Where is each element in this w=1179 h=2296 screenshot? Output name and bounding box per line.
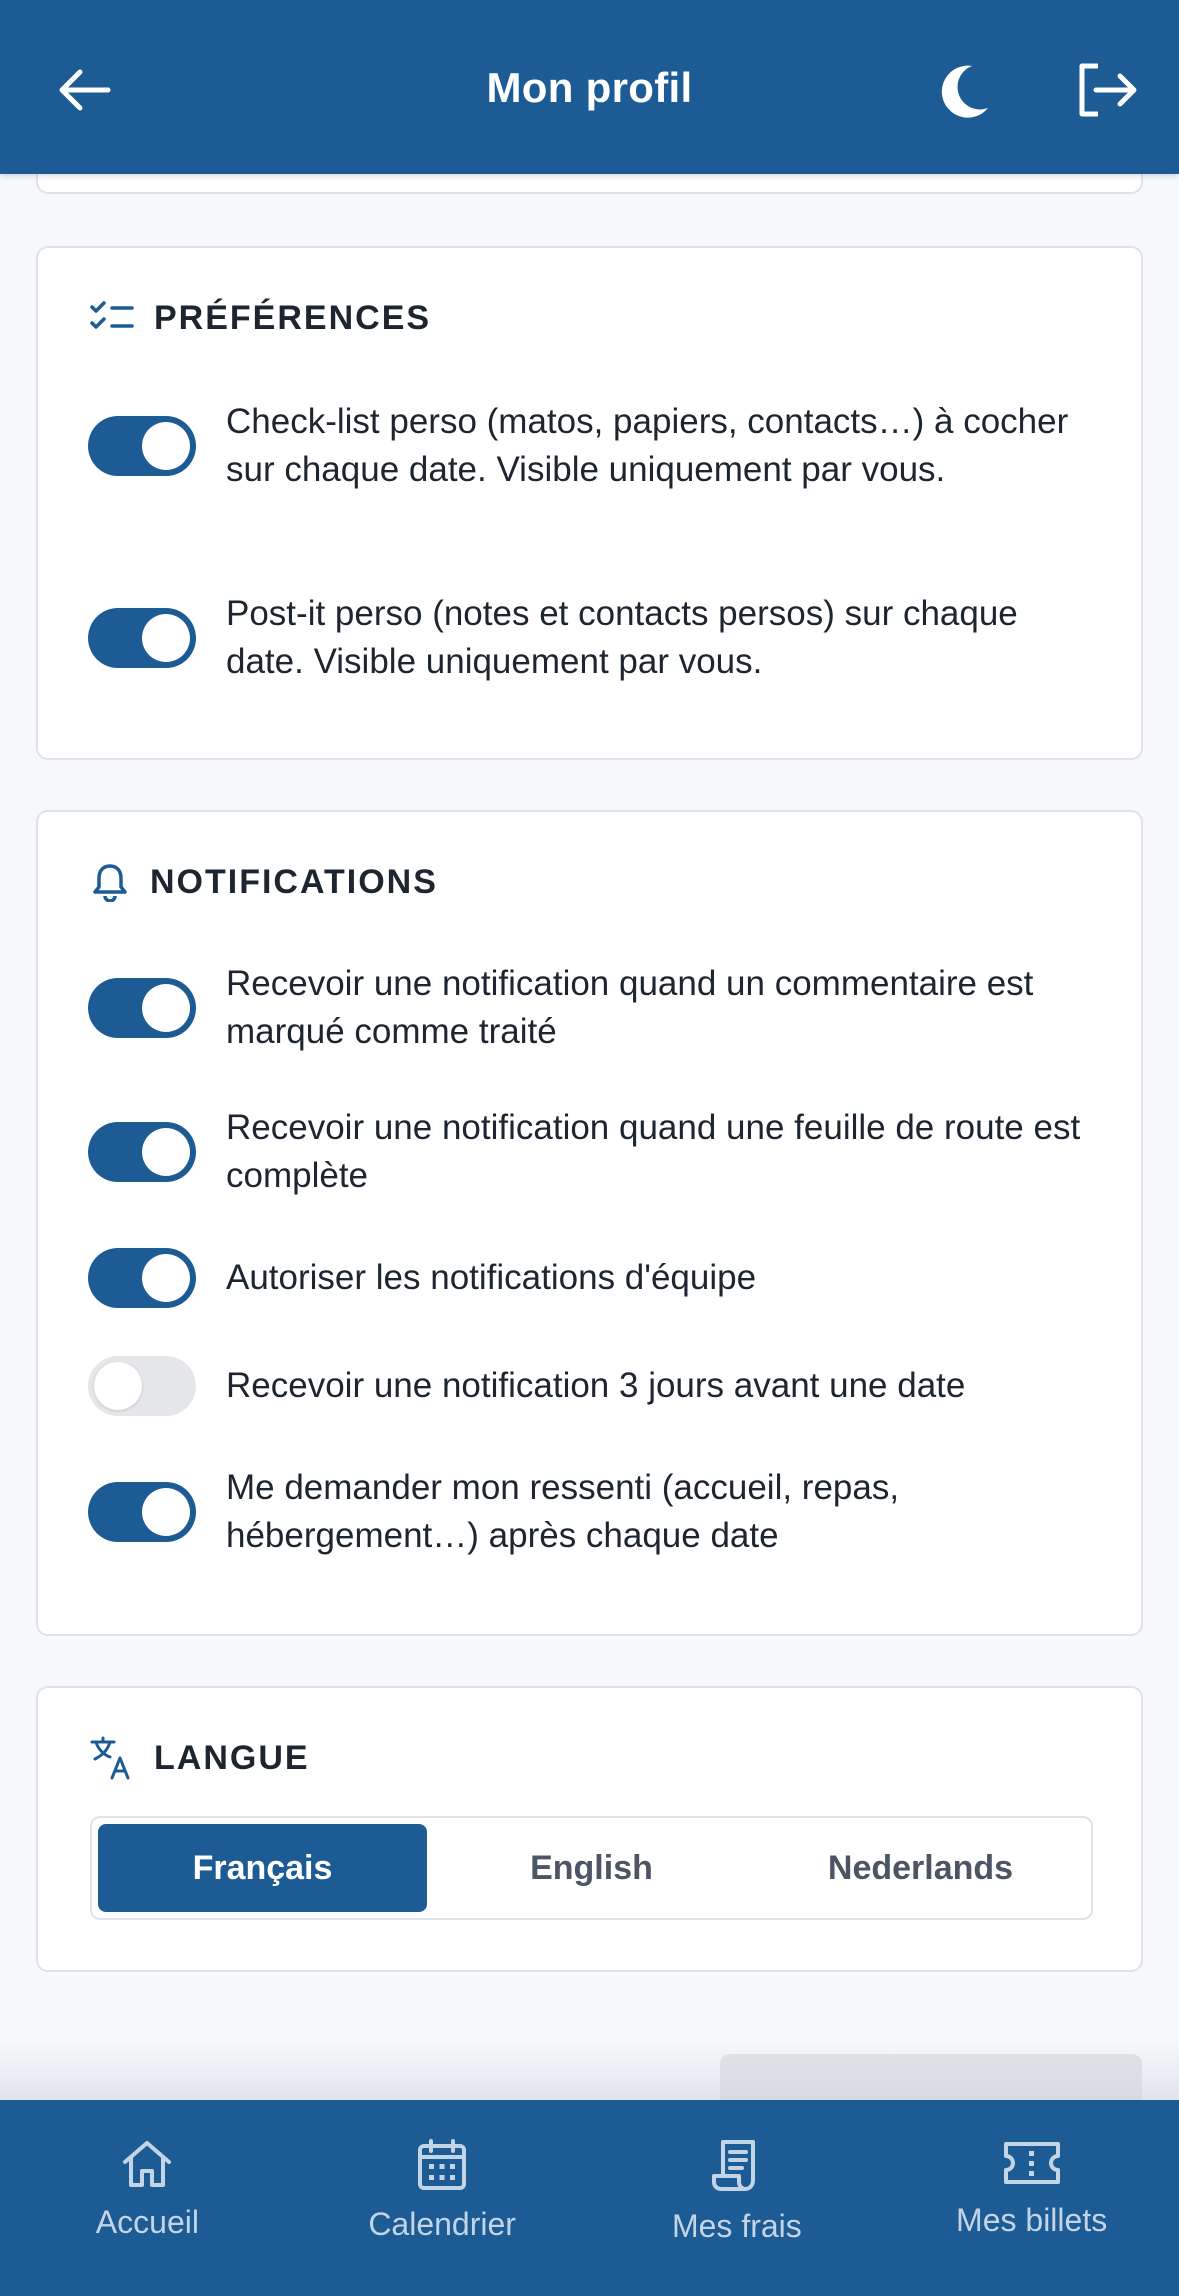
preference-row-checklist [88, 398, 1091, 494]
preference-label: Check-list perso (matos, papiers, contacts…) à cocher sur chaque date. Visible uniquement par vous. [226, 402, 1069, 489]
translate-icon [90, 1736, 134, 1780]
language-option-nederlands[interactable]: Nederlands [827, 1848, 1014, 1887]
notification-row-team [88, 1248, 1091, 1308]
roadmap-notification-toggle[interactable] [88, 1122, 196, 1182]
page-title: Mon profil [486, 64, 693, 111]
bottom-navigation [0, 2100, 1179, 2296]
notification-label: Recevoir une notification 3 jours avant une date [226, 1366, 966, 1405]
notification-label: Recevoir une notification quand un commentaire est marqué comme traité [226, 964, 1034, 1051]
team-notification-toggle[interactable] [88, 1248, 196, 1308]
nav-item-accueil[interactable] [0, 2100, 295, 2296]
home-icon [119, 2138, 175, 2190]
top-app-bar [0, 0, 1179, 174]
notification-row-comment [88, 960, 1091, 1056]
notification-row-feedback [88, 1464, 1091, 1560]
bell-icon [90, 862, 130, 902]
notification-label: Autoriser les notifications d'équipe [226, 1258, 757, 1297]
logout-icon[interactable] [1070, 54, 1142, 126]
nav-label: Calendrier [368, 2206, 516, 2242]
notifications-card [36, 810, 1143, 1636]
notifications-header [90, 860, 438, 904]
notifications-title: NOTIFICATIONS [150, 862, 438, 901]
nav-item-mes-frais[interactable] [590, 2100, 885, 2296]
preference-label: Post-it perso (notes et contacts persos) sur chaque date. Visible uniquement par vous. [226, 594, 1018, 681]
notification-label: Me demander mon ressenti (accueil, repas, hébergement…) après chaque date [226, 1468, 900, 1555]
language-selector [90, 1816, 1093, 1920]
receipt-icon [711, 2138, 763, 2194]
nav-label: Mes frais [671, 2208, 802, 2244]
reminder-notification-toggle[interactable] [88, 1356, 196, 1416]
scroll-shadow [0, 2040, 1179, 2100]
language-option-english[interactable]: English [530, 1848, 653, 1887]
nav-item-mes-billets[interactable] [884, 2100, 1179, 2296]
language-card [36, 1686, 1143, 1972]
preferences-header [90, 296, 431, 340]
moon-icon[interactable] [928, 54, 1000, 126]
nav-label: Mes billets [956, 2202, 1108, 2238]
calendar-icon [416, 2138, 468, 2192]
language-title: LANGUE [154, 1738, 310, 1777]
postit-toggle[interactable] [88, 608, 196, 668]
notification-row-roadmap [88, 1104, 1091, 1200]
language-header [90, 1736, 310, 1780]
preference-row-postit [88, 590, 1091, 686]
preferences-card [36, 246, 1143, 760]
checklist-icon [90, 301, 134, 335]
ticket-icon [1002, 2138, 1062, 2188]
notification-label: Recevoir une notification quand une feuille de route est complète [226, 1108, 1081, 1195]
comment-notification-toggle[interactable] [88, 978, 196, 1038]
notification-row-reminder [88, 1356, 1091, 1416]
feedback-toggle[interactable] [88, 1482, 196, 1542]
checklist-toggle[interactable] [88, 416, 196, 476]
preferences-title: PRÉFÉRENCES [154, 298, 432, 337]
nav-item-calendrier[interactable] [295, 2100, 590, 2296]
nav-label: Accueil [95, 2204, 199, 2240]
language-option-francais[interactable]: Français [98, 1824, 427, 1912]
